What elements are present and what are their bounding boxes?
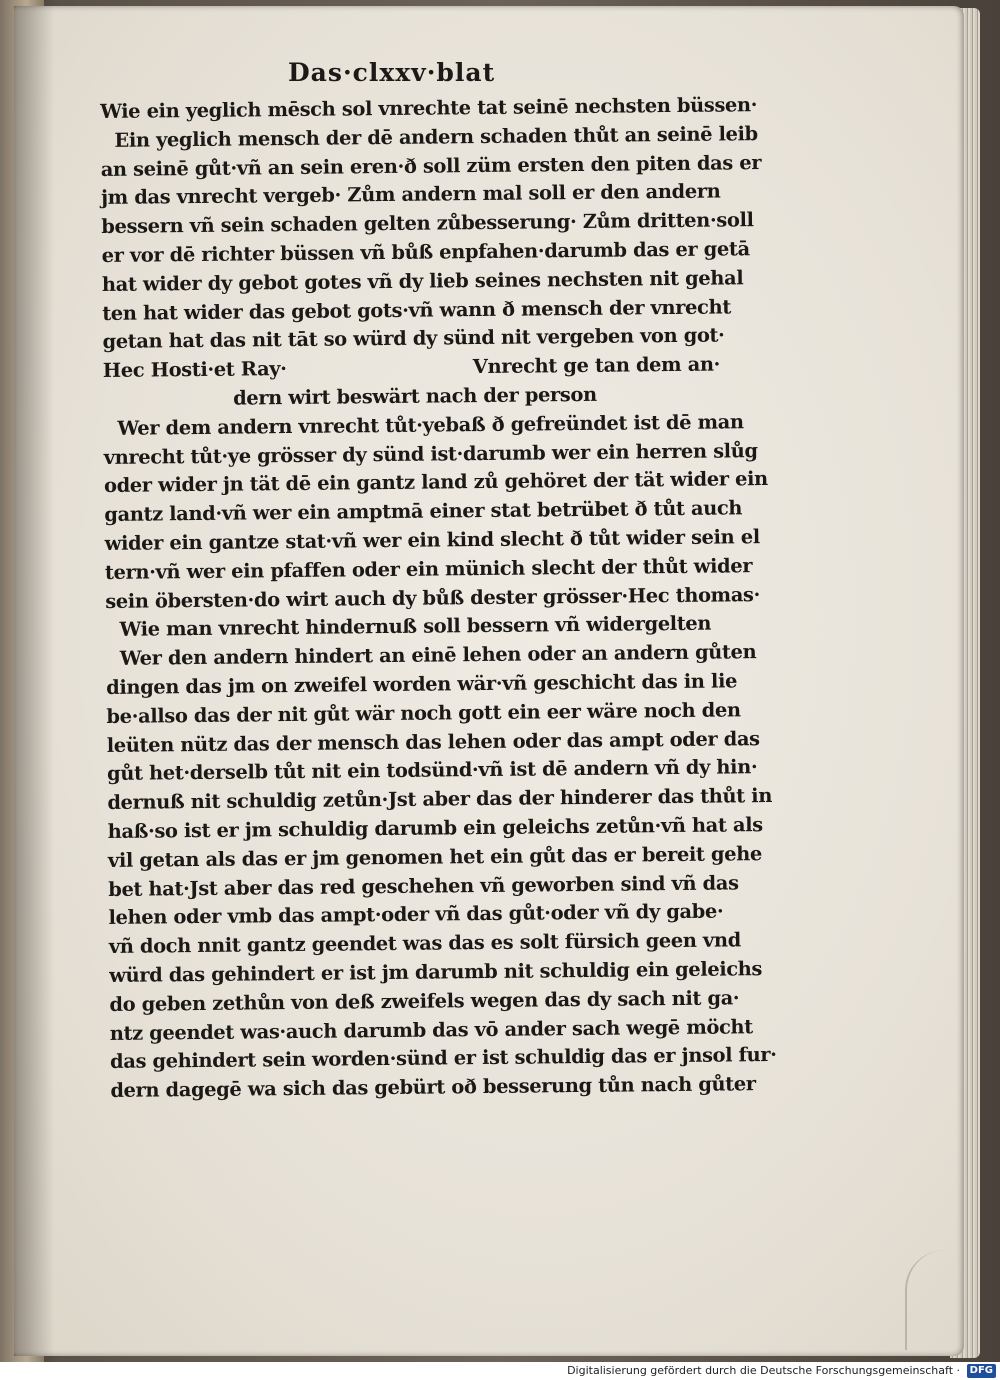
text-line: dingen das jm on zweifel worden wär·vñ geschicht das in lie [106,669,738,699]
text-line: dernuß nit schuldig zetůn·Jst aber das der hinderer das thůt in [107,784,773,815]
text-line: Wer dem andern vnrecht tůt·yebaß ð gefreündet ist dē man [117,410,744,440]
text-line: bessern vñ sein schaden gelten zůbesserung· Zům dritten·soll [101,208,754,239]
text-line-heading-cont: dern wirt beswärt nach der person [233,382,597,410]
text-line: hat wider dy gebot gotes vñ dy lieb seines nechsten nit gehal [101,266,744,296]
text-line: getan hat das nit tāt so würd dy sünd nit vergeben von got· [102,323,725,354]
text-line: gůt het·derselb tůt nit ein todsünd·vñ ist dē andern vñ dy hin· [106,755,758,786]
text-line: jm das vnrecht vergeb· Zům andern mal soll er den andern [100,179,721,210]
text-line-heading: Wie man vnrecht hindernuß soll bessern vñ widergelten [119,611,712,642]
dfg-logo: DFG [967,1364,996,1378]
text-line-heading: Wie ein yeglich mēsch sol vnrechte tat seinē nechsten büssen· [100,93,758,123]
text-line: vil getan als das er jm genomen het ein gůt das er bereit gehe [107,841,763,872]
text-line: oder wider jn tät dē ein gantz land zů gehöret der tät wider ein [103,467,768,498]
text-line: do geben zethůn von deß zweifels wegen das dy sach nit ga· [109,986,740,1016]
text-line: ten hat wider das gebot gots·vñ wann ð mensch der vnrecht [102,294,731,325]
text-block [100,91,777,1106]
text-line: haß·so ist er jm schuldig darumb ein geleichs zetůn·vñ hat als [107,813,763,843]
text-line: dern dagegē wa sich das gebürt oð besserung tůn nach gůter [110,1072,756,1103]
text-line: Wer den andern hindert an einē lehen oder an andern gůten [119,640,757,670]
text-line: lehen oder vmb das ampt·oder vñ das gůt·oder vñ dy gabe· [108,899,724,930]
text-line: be·allso das der nit gůt wär noch gott ein eer wäre noch den [106,698,741,728]
text-line: sein öbersten·do wirt auch dy bůß dester grösser·Hec thomas· [105,582,761,613]
text-line: er vor dē richter büssen vñ bůß enpfahen·darumb das er getā [101,237,750,267]
folio-header: Das·clxxv·blat [288,58,496,87]
text-line: das gehindert sein worden·sünd er ist schuldig das er jnsol fur· [109,1043,777,1074]
text-line: ntz geendet was·auch darumb das vō ander sach wegē möcht [109,1014,753,1045]
text-line: gantz land·vñ wer ein amptmā einer stat betrübet ð tůt auch [104,496,743,527]
text-line: vnrecht tůt·ye grösser dy sünd ist·darumb wer ein herren slůg [103,438,758,469]
text-line: an seinē gůt·vñ an sein eren·ð soll züm ersten den piten das er [100,150,762,181]
citation: Hec Hosti·et Ray· [102,357,287,383]
text-line: vñ doch nnit gantz geendet was das es solt fürsich geen vnd [108,928,741,959]
text-line: würd das gehindert er ist jm darumb nit schuldig ein geleichs [109,957,763,987]
gutter-shadow [14,6,54,1356]
text-line: tern·vñ wer ein pfaffen oder ein münich slecht der thůt wider [104,553,753,584]
text-line: Ein yeglich mensch der dē andern schaden thůt an seinē leib [114,121,758,152]
text-line: bet hat·Jst aber das red geschehen vñ geworben sind vñ das [108,870,739,901]
footer-credit: Digitalisierung gefördert durch die Deutsche Forschungsgemeinschaft · [567,1364,960,1377]
text-line: wider ein gantze stat·vñ wer ein kind slecht ð tůt wider sein el [104,525,760,555]
text-line-heading-start: Vnrecht ge tan dem an· [472,352,721,379]
text-line: leüten nütz das der mensch das lehen oder das ampt oder das [106,726,760,757]
